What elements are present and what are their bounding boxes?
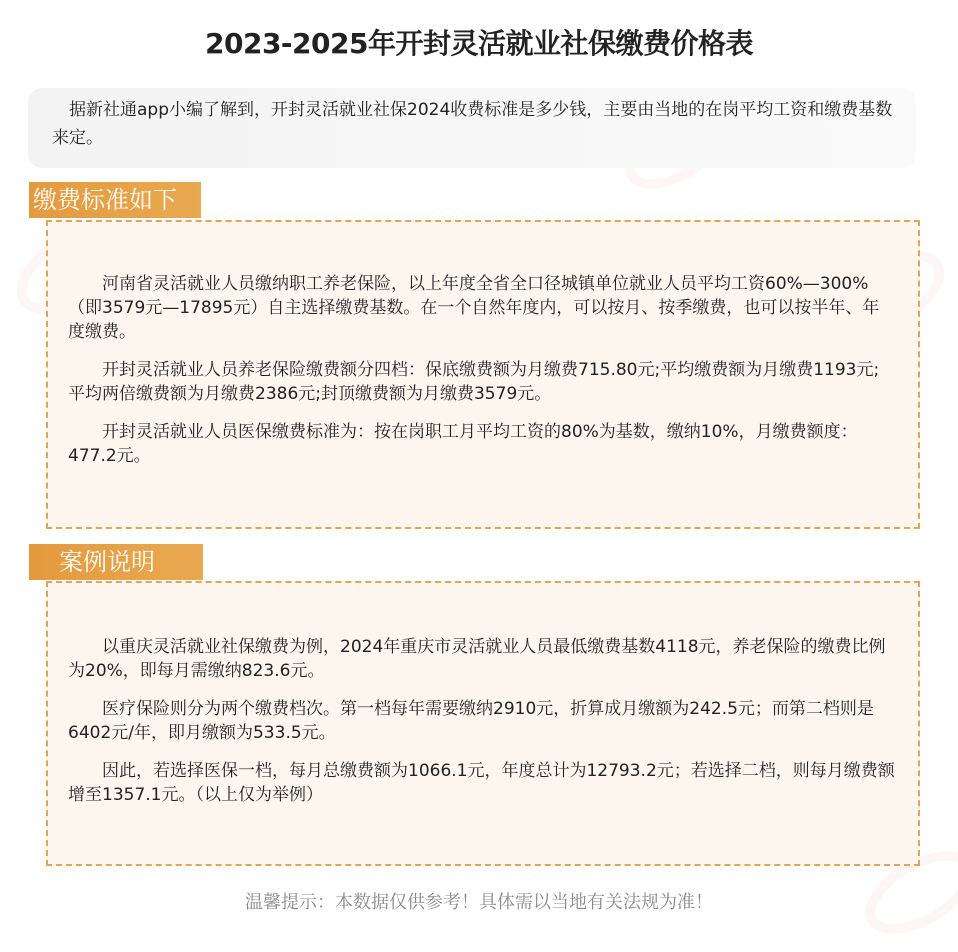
- section-heading-case: 案例说明: [29, 544, 203, 580]
- paragraph: 开封灵活就业人员养老保险缴费额分四档：保底缴费额为月缴费715.80元;平均缴费额为月缴费1193元;平均两倍缴费额为月缴费2386元;封顶缴费额为月缴费3579元。: [68, 360, 880, 404]
- page-title: 2023-2025年开封灵活就业社保缴费价格表: [205, 27, 753, 60]
- paragraph: 河南省灵活就业人员缴纳职工养老保险，以上年度全省全口径城镇单位就业人员平均工资60%—300%（即3579元—17895元）自主选择缴费基数。在一个自然年度内，可以按月、按季缴费，也可以按半年、年度缴费。: [68, 274, 880, 342]
- case-box: [46, 581, 920, 866]
- paragraph: 开封灵活就业人员医保缴费标准为：按在岗职工月平均工资的80%为基数，缴纳10%，月缴费额度：477.2元。: [68, 422, 858, 466]
- paragraph: 以重庆灵活就业社保缴费为例，2024年重庆市灵活就业人员最低缴费基数4118元，养老保险的缴费比例为20%，即每月需缴纳823.6元。: [68, 637, 886, 681]
- section-heading-standard: 缴费标准如下: [29, 182, 201, 218]
- paragraph: 医疗保险则分为两个缴费档次。第一档每年需要缴纳2910元，折算成月缴额为242.5元；而第二档则是6402元/年，即月缴额为533.5元。: [68, 699, 874, 743]
- tip-text: 温馨提示：本数据仅供参考！具体需以当地有关法规为准！: [245, 892, 713, 913]
- intro-text: 据新社通app小编了解到，开封灵活就业社保2024收费标准是多少钱，主要由当地的在岗平均工资和缴费基数来定。: [28, 88, 916, 168]
- paragraph: 因此，若选择医保一档，每月总缴费额为1066.1元，年度总计为12793.2元；若选择二档，则每月缴费额增至1357.1元。（以上仅为举例）: [68, 761, 895, 805]
- standard-box: [46, 220, 920, 529]
